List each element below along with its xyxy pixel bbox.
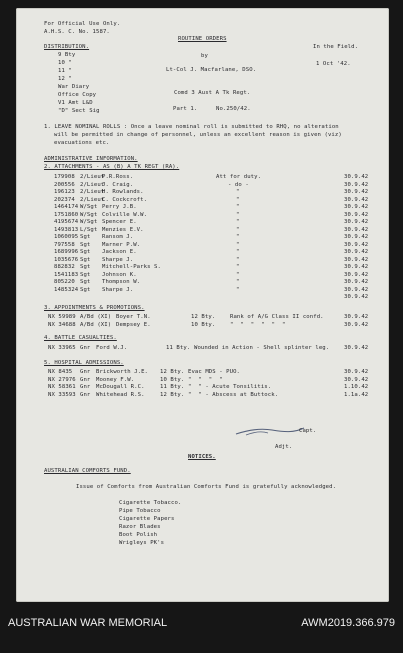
distribution-item: 10 " (58, 60, 72, 66)
distribution-item: 12 " (58, 76, 72, 82)
document-page (16, 8, 389, 602)
attachment-service-no: 196123 (54, 189, 75, 195)
battle-no: NX 33965 (48, 345, 76, 351)
distribution-label: DISTRIBUTION. (44, 44, 90, 50)
attachment-rank: 2/Lieut (80, 181, 105, 188)
comfort-item: Cigarette Papers (119, 516, 175, 522)
attachment-name: Spencer E. (102, 219, 137, 225)
attachment-note: " (236, 271, 240, 278)
attachment-rank: Sgt (80, 241, 91, 248)
attachment-rank: 2/Lieut (80, 189, 105, 195)
attachment-rank: Sgt (80, 256, 91, 263)
attachment-service-no: 1541183 (54, 271, 79, 278)
comfort-item: Boot Polish (119, 532, 158, 538)
attachment-note: " (236, 249, 240, 255)
attachment-date: 30.9.42 (344, 234, 369, 240)
attachment-rank: Sgt (80, 286, 91, 293)
leave-para-3: evacuations etc. (54, 140, 110, 146)
appointment-service-no: NX 34688 (48, 322, 76, 328)
date: 1 Oct '42. (316, 61, 351, 67)
comforts-text: Issue of Comforts from Australian Comforts Fund is gratefully acknowledged. (76, 484, 337, 490)
hospital-rank: Gnr (80, 391, 91, 398)
attachment-name: Ransom J. (102, 234, 134, 240)
attachment-date: 30.9.42 (344, 241, 369, 248)
appointment-rank: A/Bd (XI) (80, 314, 112, 320)
hospital-date: 30.9.42 (344, 376, 369, 383)
attachment-note: " (236, 204, 240, 210)
attachment-name: J. Craig. (102, 181, 134, 188)
leave-para-1: 1. LEAVE NOMINAL ROLLS : Once a leave nominal roll is submitted to RHQ, no alteration (44, 124, 339, 130)
hospital-unit: 12 Bty. (160, 369, 185, 375)
attachment-name: Mitchell-Parks S. (102, 264, 161, 270)
distribution-item: "D" Sect Sig (58, 108, 100, 114)
appointment-service-no: NX 59989 (48, 314, 76, 320)
attachment-service-no: 200556 (54, 181, 75, 188)
attachments-heading: 2. ATTACHMENTS - AS (B) A TK REGT (RA). (44, 164, 180, 170)
appointment-date: 30.9.42 (344, 314, 369, 320)
comfort-item: Cigarette Tobacco. (119, 500, 182, 506)
attachment-date: 30.9.42 (344, 211, 369, 218)
attachment-note: " (236, 226, 240, 233)
attachment-rank: 2/Lieut (80, 196, 105, 203)
document-title: ROUTINE ORDERS (178, 36, 227, 42)
attachment-name: Marner P.W. (102, 241, 141, 248)
attachment-note: " (236, 286, 240, 293)
hospital-name: Whitehead R.S. (96, 391, 145, 398)
attachment-name: Sharpe J. (102, 256, 134, 263)
distribution-item: 11 " (58, 68, 72, 74)
attachment-rank: 2/Lieut (80, 174, 105, 180)
attachment-date: 30.9.42 (344, 264, 369, 270)
comfort-item: Razor Blades (119, 524, 161, 530)
hospital-date: 1.1a.42 (344, 391, 369, 398)
hospital-unit: 12 Bty. (160, 391, 185, 398)
attachment-date: 30.9.42 (344, 174, 369, 180)
hospital-name: Mooney F.W. (96, 376, 135, 383)
battle-rank: Gnr (80, 345, 91, 351)
comfort-item: Wrigleys PK's (119, 540, 165, 546)
attachment-service-no: 797558 (54, 241, 75, 248)
attachment-rank: L/Sgt (80, 226, 98, 233)
hospital-service-no: NX 27976 (48, 376, 76, 383)
author: Lt-Col J. Macfarlane, DSO. (166, 67, 257, 73)
attachment-service-no: 179908 (54, 174, 75, 180)
attachment-service-no: 805220 (54, 279, 75, 285)
hospital-note: " " - Acute Tonsilitis. (188, 384, 272, 390)
attachment-name: Sharpe J. (102, 286, 134, 293)
attachment-rank: Sgt (80, 249, 91, 255)
hospital-heading: 5. HOSPITAL ADMISSIONS. (44, 360, 124, 366)
distribution-item: 9 Bty (58, 52, 76, 58)
notices-heading: NOTICES. (188, 454, 216, 460)
attachment-name: C. Cockcroft. (102, 196, 148, 203)
hospital-name: Brickworth J.E. (96, 369, 149, 375)
attachment-service-no: 1751860 (54, 211, 79, 218)
attachment-date: 30.9.42 (344, 256, 369, 263)
appointment-rank: A/Bd (XI) (80, 322, 112, 328)
attachment-note: Att for duty. (216, 174, 262, 180)
attachment-note: " (236, 219, 240, 225)
comfort-item: Pipe Tobacco (119, 508, 161, 514)
attachment-date: 30.9.42 (344, 196, 369, 203)
attachment-name: Menzies E.V. (102, 226, 144, 233)
signature-mark (234, 424, 306, 438)
hospital-service-no: NX 33593 (48, 391, 76, 398)
footer-institution: AUSTRALIAN WAR MEMORIAL (8, 617, 168, 629)
hospital-note: Evac MDS - PUO. (188, 369, 241, 375)
attachment-date: 30.9.42 (344, 189, 369, 195)
attachment-service-no: 202374 (54, 196, 75, 203)
comforts-heading: AUSTRALIAN COMFORTS FUND. (44, 468, 131, 474)
attachment-date: 30.9.42 (344, 181, 369, 188)
hospital-note: " " - Abscess at Buttock. (188, 391, 279, 398)
hospital-rank: Gnr (80, 376, 91, 383)
attachment-note: " (236, 189, 240, 195)
attachment-date: 30.9.42 (344, 279, 369, 285)
attachment-name: Thompson W. (102, 279, 141, 285)
attachment-rank: Sgt (80, 264, 91, 270)
attachment-date: 30.9.42 (344, 226, 369, 233)
attachment-date: 30.9.42 (344, 249, 369, 255)
appointment-unit: 10 Bty. (191, 322, 216, 328)
attachment-date: 30.9.42 (344, 204, 369, 210)
footer-bar (0, 604, 403, 653)
attachment-note: " (236, 264, 240, 270)
attachment-name: Colville W.W. (102, 211, 148, 218)
attachment-date: 30.9.42 (344, 219, 369, 225)
hospital-date: 1.10.42 (344, 384, 369, 390)
appointment-note: Rank of A/G Class II confd. (230, 314, 324, 320)
admin-heading: ADMINISTRATIVE INFORMATION. (44, 156, 138, 162)
leave-para-2: will be permitted in change of personnel, unless an excellent reason is given (viz) (54, 132, 342, 138)
hospital-rank: Gnr (80, 369, 91, 375)
distribution-item: War Diary (58, 84, 90, 90)
attachment-rank: Sgt (80, 279, 91, 285)
battle-heading: 4. BATTLE CASUALTIES. (44, 335, 117, 341)
attachment-service-no: 1035676 (54, 256, 79, 263)
attachment-name: Jackson E. (102, 249, 137, 255)
attachment-service-no: 4195674 (54, 219, 79, 225)
attachment-note: - do - (228, 181, 249, 188)
attachment-note: " (236, 196, 240, 203)
hospital-name: McDougall R.C. (96, 384, 145, 390)
attachment-service-no: 1485324 (54, 286, 79, 293)
signature-rank: Capt. (299, 428, 317, 434)
hospital-unit: 11 Bty. (160, 384, 185, 390)
attachment-name: Johnson K. (102, 271, 137, 278)
document-ref: A.H.S. C. No. 1587. (44, 29, 110, 35)
battle-unit: 11 Bty. (166, 345, 191, 351)
battle-name: Ford W.J. (96, 345, 128, 351)
attachment-note: " (236, 211, 240, 218)
attachment-note: " (236, 234, 240, 240)
attachment-service-no: 1689996 (54, 249, 79, 255)
command: Comd 3 Aust A Tk Regt. (174, 90, 251, 96)
battle-date: 30.9.42 (344, 345, 369, 351)
attachment-name: H. Rowlands. (102, 189, 144, 195)
by-label: by (201, 53, 208, 59)
appointment-name: Dempsey E. (116, 322, 151, 328)
battle-note: Wounded in Action - Shell splinter leg. (194, 345, 330, 351)
attachments-last-date: 30.9.42 (344, 294, 369, 300)
hospital-unit: 10 Bty. (160, 376, 185, 383)
hospital-service-no: NX 58361 (48, 384, 76, 390)
location: In the Field. (313, 44, 359, 50)
attachment-service-no: 1060095 (54, 234, 79, 240)
attachment-note: " (236, 241, 240, 248)
distribution-item: V1 Amt L&D (58, 100, 93, 106)
attachment-name: P.R.Ross. (102, 174, 134, 180)
attachment-rank: W/Sgt (80, 211, 98, 218)
attachment-rank: W/Sgt (80, 204, 98, 210)
distribution-item: Office Copy (58, 92, 97, 98)
attachment-service-no: 1464174 (54, 204, 79, 210)
attachment-service-no: 882832 (54, 264, 75, 270)
hospital-rank: Gnr (80, 384, 91, 390)
attachment-note: " (236, 256, 240, 263)
appointment-note: " " " " " " (230, 322, 286, 328)
signature-title: Adjt. (275, 444, 293, 450)
part-label: Part 1. (173, 106, 198, 112)
appointment-unit: 12 Bty. (191, 314, 216, 320)
hospital-date: 30.9.42 (344, 369, 369, 375)
attachment-rank: Sgt (80, 234, 91, 240)
official-use-label: For Official Use Only. (44, 21, 121, 27)
attachment-rank: Sgt (80, 271, 91, 278)
attachment-date: 30.9.42 (344, 286, 369, 293)
attachment-service-no: 1493813 (54, 226, 79, 233)
attachment-note: " (236, 279, 240, 285)
attachment-name: Perry J.B. (102, 204, 137, 210)
order-number: No.250/42. (216, 106, 251, 112)
attachment-rank: W/Sgt (80, 219, 98, 225)
attachment-date: 30.9.42 (344, 271, 369, 278)
footer-accession-number: AWM2019.366.979 (301, 617, 395, 629)
appointment-date: 30.9.42 (344, 322, 369, 328)
hospital-service-no: NX 8435 (48, 369, 73, 375)
appointment-name: Boyer T.N. (116, 314, 151, 320)
hospital-note: " " " " (188, 376, 223, 383)
appointments-heading: 3. APPOINTMENTS & PROMOTIONS. (44, 305, 145, 311)
